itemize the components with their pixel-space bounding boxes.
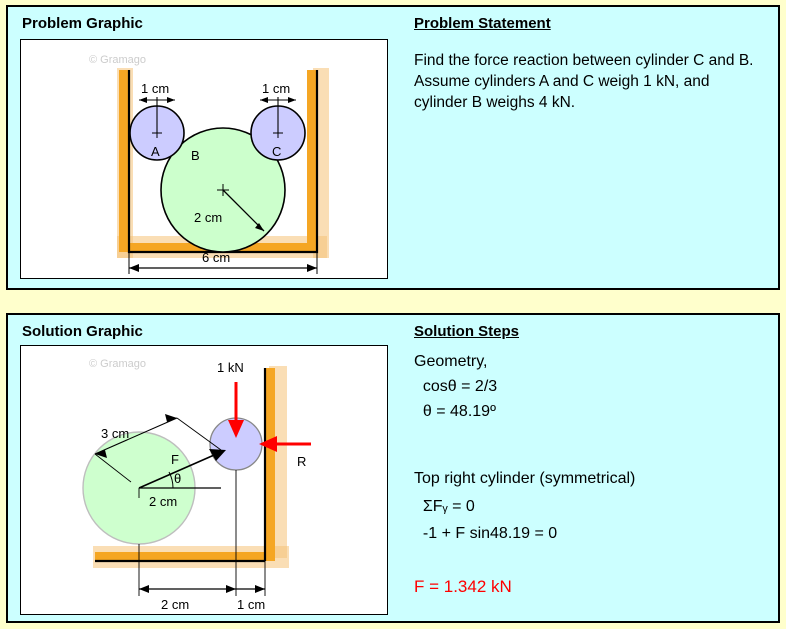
problem-statement-text: Find the force reaction between cylinder C and B. Assume cylinders A and C weigh 1 kN, and cylinder B weighs 4 kN. — [414, 52, 754, 111]
solution-step-0: Geometry, — [414, 353, 488, 370]
problem-label-c: C — [272, 144, 282, 159]
solution-label-f: F — [171, 452, 179, 467]
solution-steps-title: Solution Steps — [414, 323, 519, 340]
solution-dim-2cm-bottom: 2 cm — [161, 597, 190, 612]
solution-graphic-title: Solution Graphic — [22, 323, 143, 340]
solution-dim-2cm-radius: 2 cm — [149, 494, 178, 509]
problem-dim-6cm: 6 cm — [202, 250, 231, 265]
solution-dim-1cm-bottom: 1 cm — [237, 597, 266, 612]
solution-label-1kn: 1 kN — [217, 360, 244, 375]
problem-dim-1cm-left: 1 cm — [141, 81, 170, 96]
solution-step-5: ΣFᵧ = 0 — [414, 498, 475, 515]
solution-graphic — [20, 345, 388, 615]
solution-figure-svg — [21, 346, 387, 614]
problem-label-a: A — [151, 144, 160, 159]
solution-step-4: Top right cylinder (symmetrical) — [414, 470, 636, 487]
solution-step-1: cosθ = 2/3 — [414, 378, 498, 395]
solution-panel — [6, 313, 780, 623]
solution-label-theta: θ — [174, 471, 182, 486]
problem-dim-2cm: 2 cm — [194, 210, 223, 225]
problem-watermark: © Gramago — [89, 54, 147, 66]
solution-answer: F = 1.342 kN — [414, 577, 512, 596]
problem-dim-1cm-right: 1 cm — [262, 81, 291, 96]
problem-label-b: B — [191, 148, 200, 163]
solution-watermark: © Gramago — [89, 358, 147, 370]
problem-panel — [6, 5, 780, 290]
solution-dim-3cm: 3 cm — [101, 426, 130, 441]
solution-step-2: θ = 48.19º — [414, 403, 496, 420]
problem-statement-title: Problem Statement — [414, 15, 551, 32]
problem-figure-svg — [21, 40, 387, 278]
solution-step-6: -1 + F sin48.19 = 0 — [414, 525, 558, 542]
problem-graphic — [20, 39, 388, 279]
solution-label-r: R — [297, 454, 307, 469]
problem-graphic-title: Problem Graphic — [22, 15, 143, 32]
